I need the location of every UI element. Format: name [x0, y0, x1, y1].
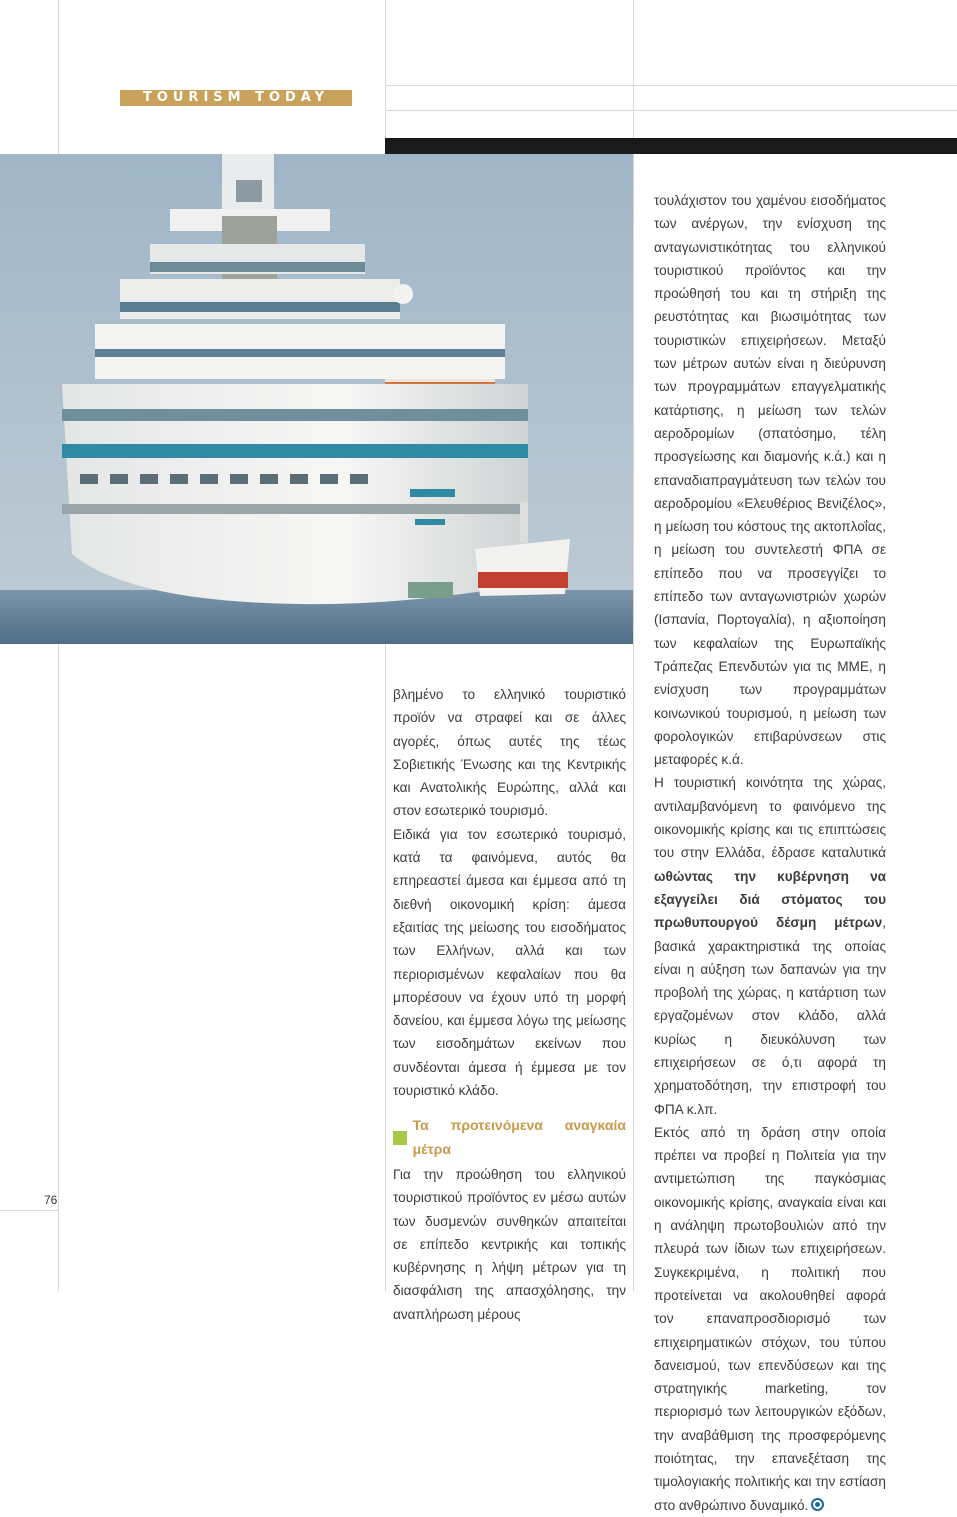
paragraph	[654, 771, 886, 1120]
left-text-column	[393, 683, 626, 1326]
square-bullet-icon	[393, 1131, 407, 1145]
grid-line	[0, 1210, 58, 1211]
paragraph: τουλάχιστον του χαμένου εισοδήματος των ανέργων, την ενίσχυση της ανταγωνιστικότητας του ελληνικού τουριστικού προϊόντος και την προώθησή του και τη στήριξη της ρευστότητας και βιωσιμότητας των τουριστικών επιχειρήσεων. Μεταξύ των μέτρων αυτών είναι η διεύρυνση των προγραμμάτων επαγγελματικής κατάρτισης, η μείωση των τελών αεροδρομίων (σπατόσημο, τέλη προσγείωσης και διαμονής κ.ά.) και η επαναδιαπραγμάτευση των τελών του αεροδρομίου «Ελευθέριος Βενιζέλος», η μείωση του κόστους της ακτοπλοΐας, η μείωση του συντελεστή ΦΠΑ σε επίπεδο που να προσεγγίζει το επίπεδο των ανταγωνιστριών χωρών (Ισπανία, Πορτογαλία), η αξιοποίηση των κεφαλαίων της Ευρωπαϊκής Τράπεζας Επενδυτών για τις ΜΜΕ, η ενίσχυση των προγραμμάτων κοινωνικού τουρισμού, η μείωση των φορολογικών επιβαρύνσεων στις μεταφορές κ.ά.	[654, 193, 886, 768]
header-bar	[385, 138, 957, 154]
paragraph: Ειδικά για τον εσωτερικό τουρισμό, κατά τα φαινόμενα, αυτός θα επηρεαστεί άμεσα και έμμεσα από τη διεθνή οικονομική κρίση: άμεσα εξαιτίας της μείωσης του εισοδήματος των Ελλήνων, αλλά και των περιορισμένων κεφαλαίων που θα μπορέσουν να έχουν υπό τη μορφή δανείου, και έμμεσα λόγω της μείωσης των εισοδημάτων εκείνων που συνδέονται άμεσα ή έμμεσα με τον τουριστικό κλάδο.	[393, 826, 626, 1099]
paragraph: βλημένο το ελληνικό τουριστικό προϊόν να στραφεί και σε άλλες αγορές, όπως αυτές της τέως Σοβιετικής Ένωσης και της Κεντρικής και Ανατολικής Ευρώπης, αλλά και στον εσωτερικό τουρισμό.	[393, 687, 626, 819]
grid-line	[385, 110, 957, 111]
cruise-ship-photo	[0, 154, 633, 644]
subheading-text: Τα προτεινόμενα αναγκαία μέτρα	[412, 1117, 626, 1157]
page-number: 76	[44, 1193, 58, 1207]
section-subheading	[393, 1114, 626, 1161]
grid-line	[385, 85, 957, 86]
section-label: TOURISM TODAY	[120, 90, 352, 106]
paragraph-text: Η τουριστική κοινότητα της χώρας, αντιλαμβανόμενη το φαινόμενο της οικονομικής κρίσης και τις επιπτώσεις του στην Ελλάδα, έδρασε καταλυτικά	[654, 775, 886, 861]
article-end-icon	[811, 1498, 824, 1511]
paragraph: Για την προώθηση του ελληνικού τουριστικού προϊόντος εν μέσω αυτών των δυσμενών συνθηκών απαιτείται σε επίπεδο κεντρικής και τοπικής κυβέρνησης η λήψη μέτρων για τη διασφάλιση της απασχόλησης, την αναπλήρωση μέρους	[393, 1166, 626, 1322]
paragraph-text: Εκτός από τη δράση στην οποία πρέπει να προβεί η Πολιτεία για την αντιμετώπιση της παγκόσμιας οικονομικής κρίσης, αναγκαία είναι και η ανάληψη πρωτοβουλιών από την πλευρά των ίδιων των επιχειρήσεων. Συγκεκριμένα, η πολιτική που προτείνεται να ακολουθηθεί αφορά τον επαναπροσδιορισμό των επιχειρηματικών στόχων, του τύπου δανεισμού, των επενδύσεων και της στρατηγικής marketing, τον περιορισμό των λειτουργικών εξόδων, την αναβάθμιση της προσφερόμενης ποιότητας, την επανεξέταση της τιμολογιακής πολιτικής και την εστίαση στο ανθρώπινο δυναμικό.	[654, 1124, 886, 1513]
right-text-column	[654, 189, 886, 1517]
paragraph	[654, 1121, 886, 1517]
paragraph-text: , βασικά χαρακτηριστικά της οποίας είναι η αύξηση των δαπανών για την προβολή της χώρας, η κατάρτιση των εργαζομένων στον κλάδο, αλλά κυρίως η διευκόλυνση των επιχειρήσεων σε ό,τι αφορά τη χρηματοδότηση, την επιστροφή του ΦΠΑ κ.λπ.	[654, 915, 886, 1117]
bold-emphasis: ωθώντας την κυβέρνηση να εξαγγείλει διά στόματος του πρωθυπουργού δέσμη μέτρων	[654, 868, 886, 931]
grid-line	[633, 0, 634, 1291]
